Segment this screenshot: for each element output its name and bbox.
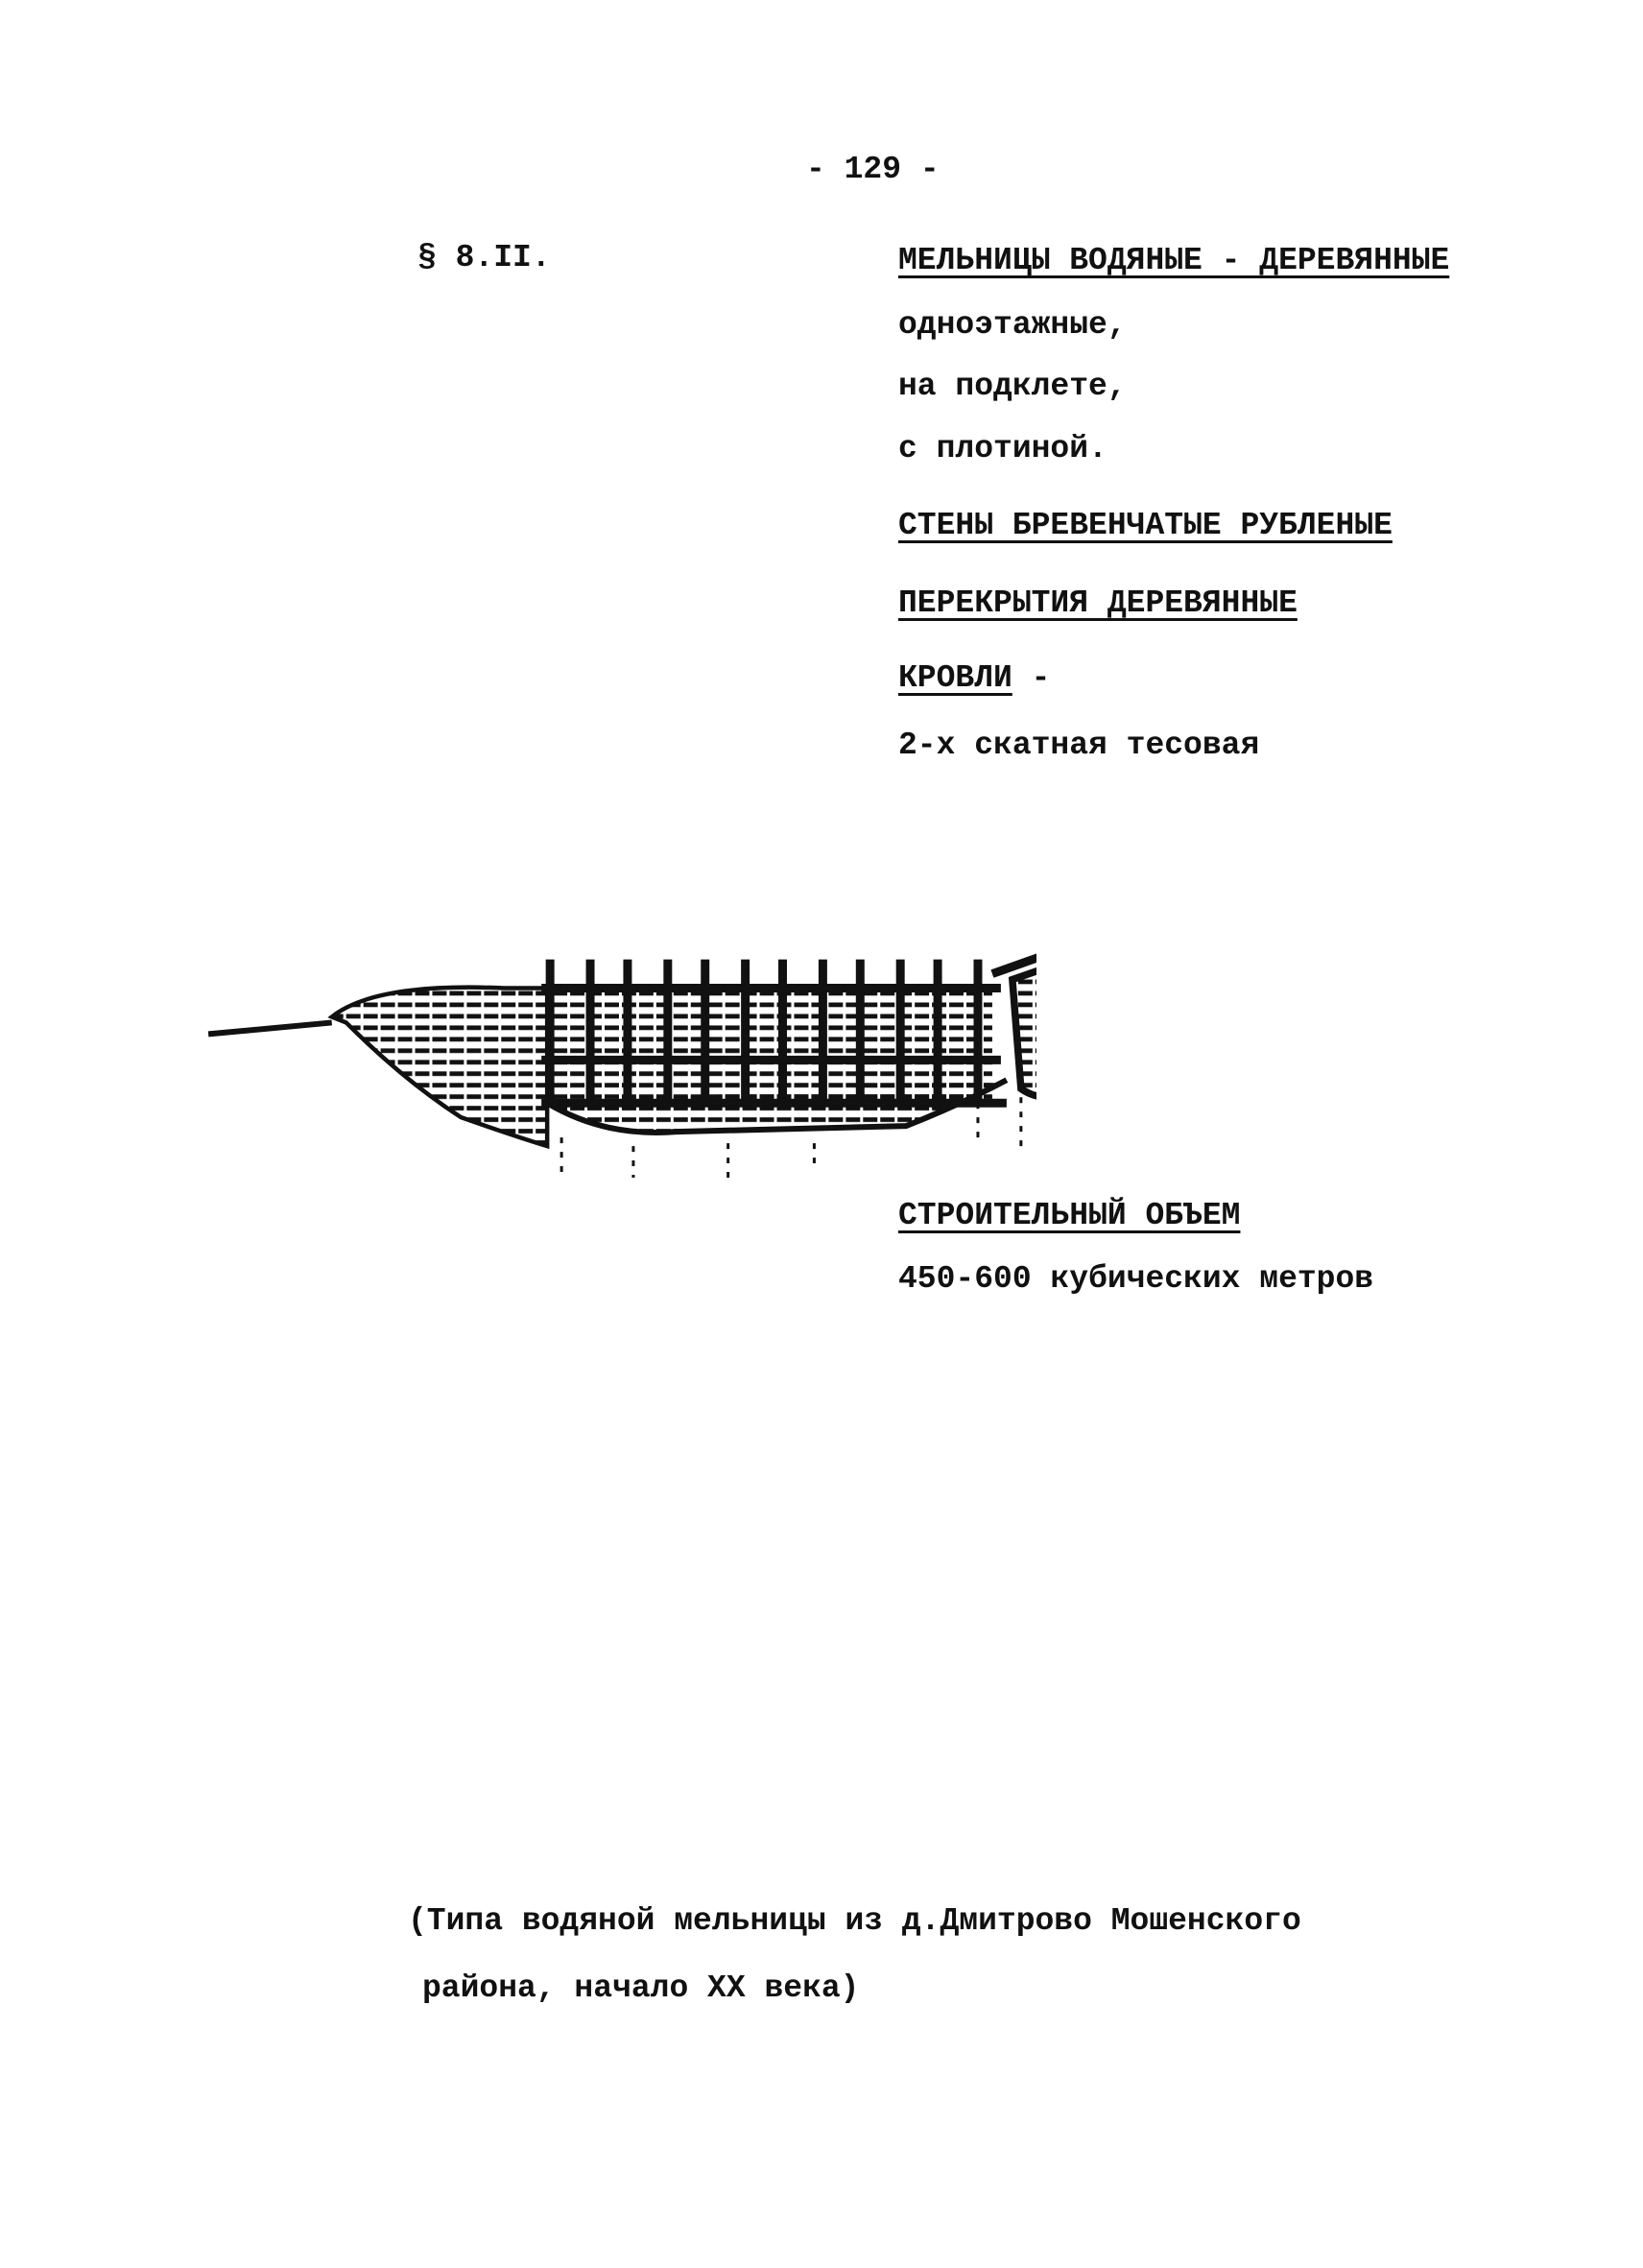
roof-line xyxy=(898,662,1050,694)
volume-heading: СТРОИТЕЛЬНЫЙ ОБЪЕМ xyxy=(898,1198,1241,1233)
floors-heading: ПЕРЕКРЫТИЯ ДЕРЕВЯННЫЕ xyxy=(898,585,1298,621)
descriptor-1: одноэтажные, xyxy=(898,307,1127,343)
dam-fence xyxy=(541,960,1007,1133)
mill-middle-section xyxy=(992,908,1036,1105)
section-number: § 8.II. xyxy=(417,240,551,275)
volume-value: 450-600 кубических метров xyxy=(898,1261,1374,1297)
walls-heading: СТЕНЫ БРЕВЕНЧАТЫЕ РУБЛЕНЫЕ xyxy=(898,508,1393,543)
descriptor-2: на подклете, xyxy=(898,369,1127,404)
water-mill-drawing xyxy=(173,816,1036,1181)
caption-line-2: района, начало XX века) xyxy=(422,1970,860,2006)
heading-title: МЕЛЬНИЦЫ ВОДЯНЫЕ - ДЕРЕВЯННЫЕ xyxy=(898,243,1450,278)
roof-dash: - xyxy=(1031,660,1051,696)
caption-line-1: (Типа водяной мельницы из д.Дмитрово Мошенского xyxy=(408,1903,1301,1939)
descriptor-3: с плотиной. xyxy=(898,431,1107,466)
roof-value: 2-х скатная тесовая xyxy=(898,728,1260,763)
roof-heading: КРОВЛИ xyxy=(898,660,1012,696)
page-number: - 129 - xyxy=(806,152,940,187)
